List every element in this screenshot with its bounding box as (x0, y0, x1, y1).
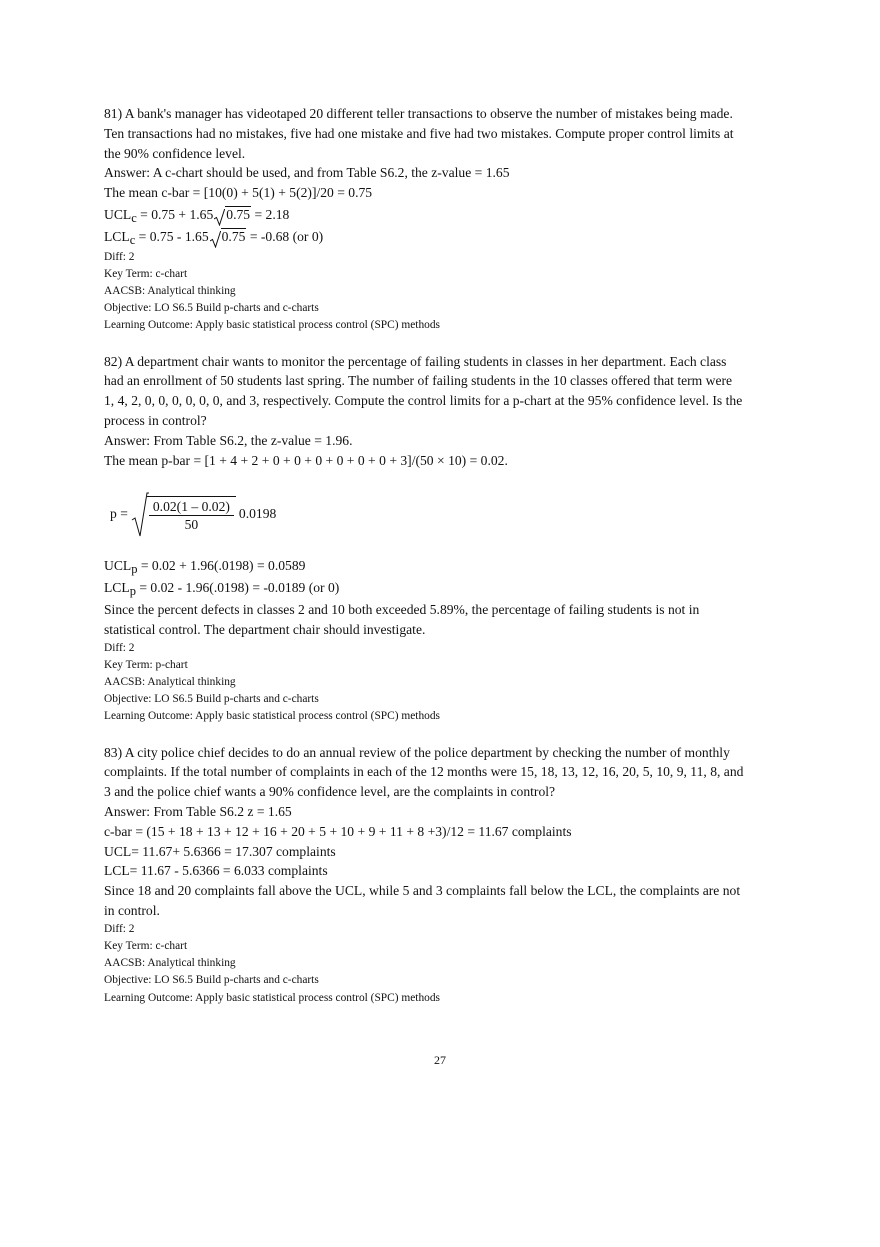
lcl-line: LCL= 11.67 - 5.6366 = 6.033 complaints (104, 863, 328, 879)
fraction-numerator: 0.02(1 – 0.02) (149, 499, 234, 516)
question-text: 83) A city police chief decides to do an annual review of the police department by checking the number of monthly complaints. If the total number of complaints in each of the 12 months were 15, 18, 13, 12, 16, 20, 5, 10, 9, 11, 8, and 3 and the police chief wants a 90% confidence level, are the complaints in control? (104, 744, 744, 800)
question-text: 82) A department chair wants to monitor the percentage of failing students in classes in her department. Each class had an enrollment of 50 students last spring. The number of failing students in the 10 classes offered that term were 1, 4, 2, 0, 0, 0, 0, 0, 0, and 3, respectively. Compute the control limits for a p-chart at the 95% confidence level. Is the process in control? (104, 353, 743, 428)
objective: Objective: LO S6.5 Build p-charts and c-charts (104, 693, 319, 706)
ucl-result: = 2.18 (251, 206, 290, 222)
aacsb: AACSB: Analytical thinking (104, 957, 236, 970)
question-81 (104, 104, 744, 335)
ucl-line: UCL= 11.67+ 5.6366 = 17.307 complaints (104, 843, 336, 859)
question-text: 81) A bank's manager has videotaped 20 different teller transactions to observe the number of mistakes being made. Ten transactions had no mistakes, five had one mistake and five had two mistakes. Compute proper control limits at the 90% confidence level. (104, 106, 734, 161)
ucl-line (104, 556, 744, 576)
fraction-denominator: 50 (184, 516, 199, 532)
lcl-label: LCL (104, 580, 130, 596)
aacsb: AACSB: Analytical thinking (104, 675, 236, 688)
objective: Objective: LO S6.5 Build p-charts and c-charts (104, 302, 319, 315)
document-page (104, 104, 744, 1024)
question-82 (104, 352, 744, 726)
cbar-line: c-bar = (15 + 18 + 13 + 12 + 16 + 20 + 5 + 10 + 9 + 11 + 8 +3)/12 = 11.67 complaints (104, 823, 572, 839)
key-term: Key Term: c-chart (104, 267, 188, 280)
lcl-line (104, 227, 744, 247)
difficulty: Diff: 2 (104, 641, 135, 654)
fraction (147, 496, 236, 533)
key-term: Key Term: p-chart (104, 658, 188, 671)
sqrt-symbol (214, 205, 251, 225)
ucl-label: UCL (104, 206, 132, 222)
learning-outcome: Learning Outcome: Apply basic statistical process control (SPC) methods (104, 319, 440, 332)
difficulty: Diff: 2 (104, 250, 135, 263)
formula-result: 0.0198 (238, 506, 277, 522)
conclusion: Since 18 and 20 complaints fall above the UCL, while 5 and 3 complaints fall below the LCL, the complaints are not in control. (104, 883, 741, 918)
lcl-label: LCL (104, 228, 130, 244)
lcl-expression: = 0.75 - 1.65 (135, 228, 209, 244)
question-83 (104, 743, 744, 1007)
answer-line: Answer: A c-chart should be used, and from Table S6.2, the z-value = 1.65 (104, 165, 510, 181)
page-number: 27 (434, 1053, 446, 1067)
learning-outcome: Learning Outcome: Apply basic statistical process control (SPC) methods (104, 710, 440, 723)
objective: Objective: LO S6.5 Build p-charts and c-charts (104, 974, 319, 987)
aacsb: AACSB: Analytical thinking (104, 284, 236, 297)
mean-line: The mean c-bar = [10(0) + 5(1) + 5(2)]/20 = 0.75 (104, 185, 373, 201)
ucl-label: UCL (104, 558, 132, 574)
answer-line: Answer: From Table S6.2, the z-value = 1.96. (104, 432, 353, 448)
ucl-subscript: c (131, 210, 137, 225)
lcl-subscript: c (129, 232, 136, 247)
difficulty: Diff: 2 (104, 922, 135, 935)
mean-line: The mean p-bar = [1 + 4 + 2 + 0 + 0 + 0 + 0 + 0 + 0 + 3]/(50 × 10) = 0.02. (104, 452, 508, 468)
sqrt-symbol (210, 227, 247, 247)
lcl-result: = -0.68 (or 0) (246, 228, 324, 244)
sigma-formula (110, 484, 744, 544)
conclusion: Since the percent defects in classes 2 and 10 both exceeded 5.89%, the percentage of failing students is not in statistical control. The department chair should investigate. (104, 601, 700, 637)
sqrt-value: 0.75 (221, 228, 246, 244)
ucl-expression: = 0.75 + 1.65 (136, 206, 214, 222)
sqrt-value: 0.75 (226, 206, 251, 222)
lcl-subscript: p (129, 584, 136, 599)
ucl-line (104, 205, 744, 225)
formula-variable: p = (110, 506, 128, 522)
key-term: Key Term: c-chart (104, 939, 188, 952)
lcl-line (104, 578, 744, 598)
lcl-result: = 0.02 - 1.96(.0198) = -0.0189 (or 0) (135, 580, 340, 596)
ucl-subscript: p (131, 562, 138, 577)
sqrt-symbol (131, 496, 236, 533)
ucl-result: = 0.02 + 1.96(.0198) = 0.0589 (137, 558, 306, 574)
learning-outcome: Learning Outcome: Apply basic statistical process control (SPC) methods (104, 991, 440, 1004)
answer-line: Answer: From Table S6.2 z = 1.65 (104, 803, 292, 819)
